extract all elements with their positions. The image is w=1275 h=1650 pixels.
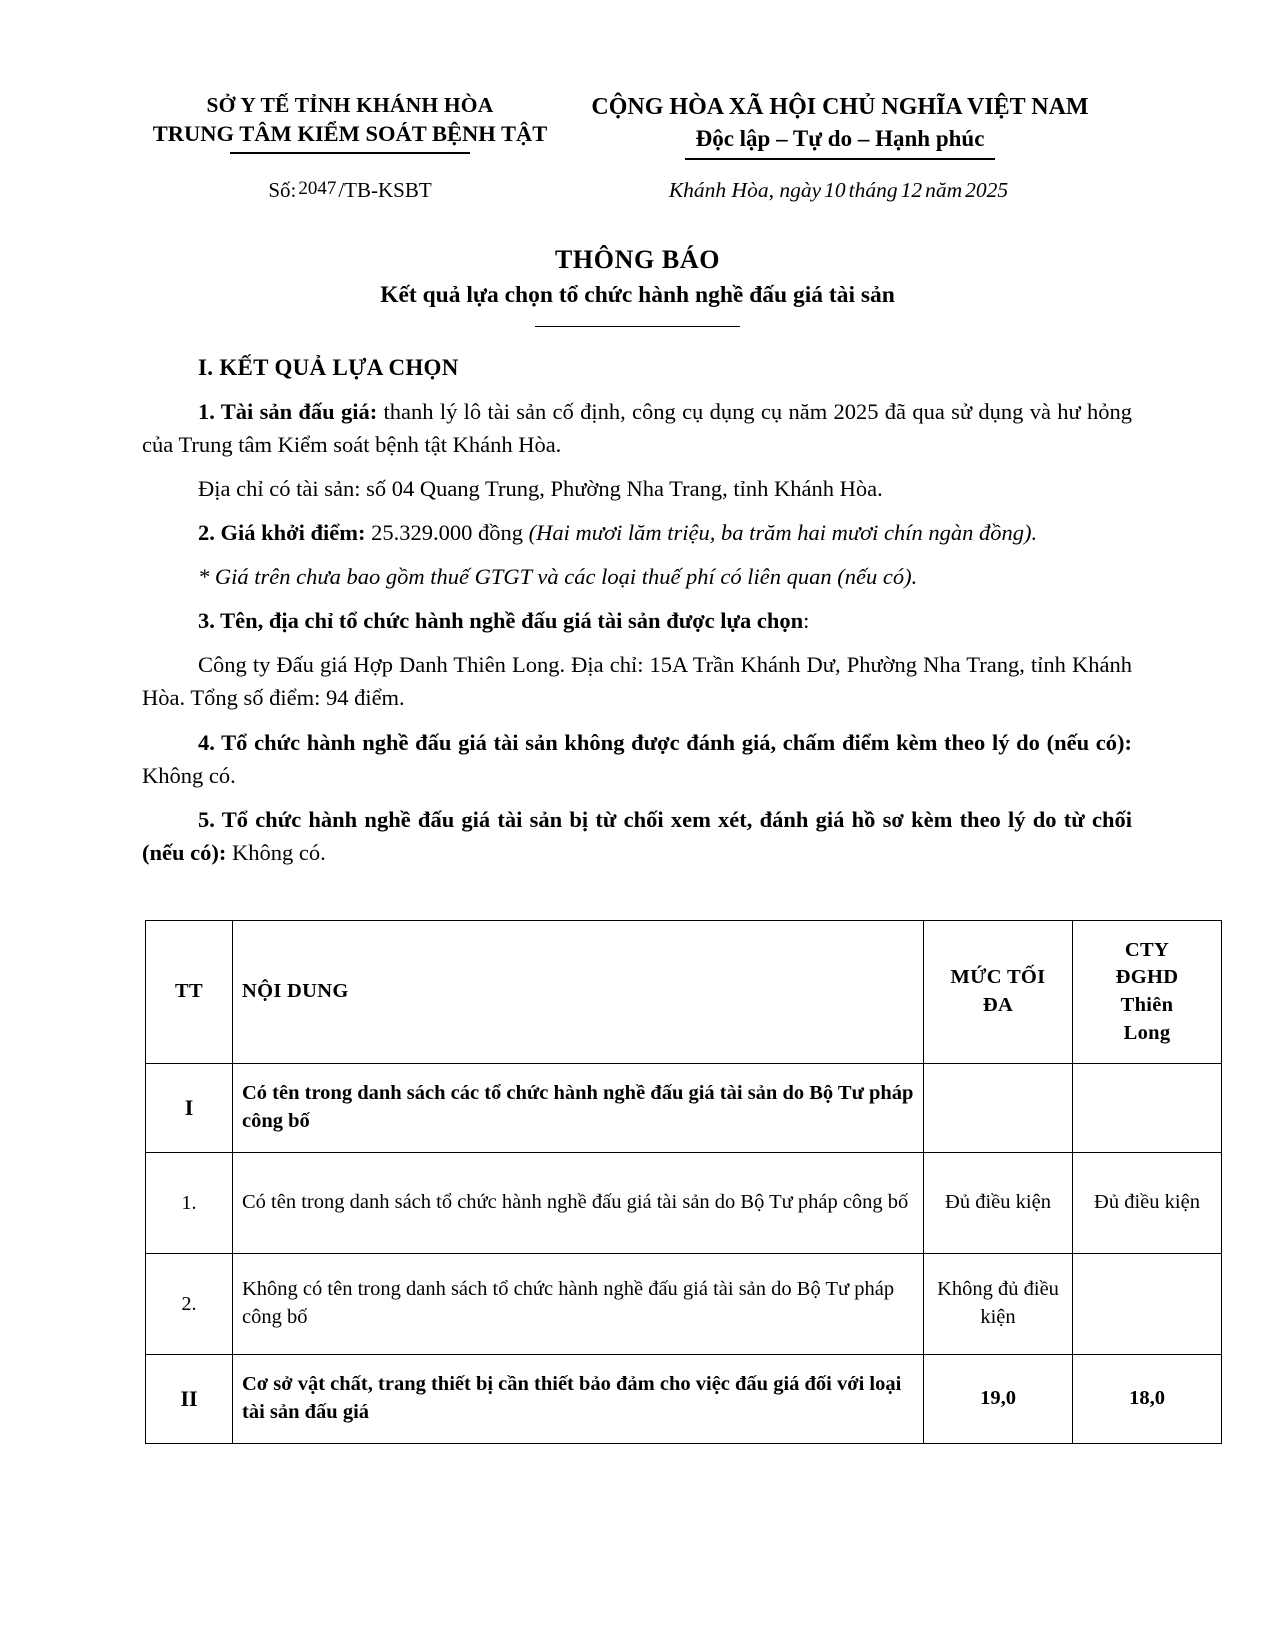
doc-number-value: 2047 <box>298 178 337 199</box>
table-row <box>146 1153 1222 1254</box>
row-tt: 1. <box>146 1153 233 1254</box>
doc-number-suffix: /TB-KSBT <box>338 178 432 202</box>
header-cty-line-1: CTY <box>1124 938 1170 961</box>
row-muc-toi-da: Không đủ điều kiện <box>924 1254 1073 1355</box>
item3-colon: : <box>803 608 810 634</box>
item1-label: 1. Tài sản đấu giá: <box>198 399 378 424</box>
doc-number-label: Số: <box>268 178 297 202</box>
table-header-row <box>146 921 1222 1064</box>
row-cty-value <box>1073 1064 1222 1153</box>
date-month: 12 <box>900 178 923 202</box>
header-cty-line-3: Thiên <box>1120 994 1174 1016</box>
doc-date <box>560 178 1120 203</box>
row-muc-toi-da: 19,0 <box>924 1355 1073 1444</box>
header-cell-tt: TT <box>146 921 233 1064</box>
row-cty-value: Đủ điều kiện <box>1073 1153 1222 1254</box>
item1-address-text: Địa chỉ có tài sản: số 04 Quang Trung, Phường Nha Trang, tỉnh Khánh Hòa. <box>198 476 883 502</box>
table-row <box>146 1355 1222 1444</box>
header-cty-line-4: Long <box>1123 1021 1171 1044</box>
item5-label: 5. Tổ chức hành nghề đấu giá tài sản bị từ chối xem xét, đánh giá hồ sơ kèm theo lý do từ chối (nếu có): <box>142 806 1132 865</box>
section-heading-i: I. KẾT QUẢ LỰA CHỌN <box>198 355 459 380</box>
row-muc-toi-da <box>924 1064 1073 1153</box>
national-heading <box>560 92 1120 160</box>
paragraph-item-1 <box>142 395 1132 461</box>
paragraph-item-4 <box>142 726 1132 792</box>
national-title: CỘNG HÒA XÃ HỘI CHỦ NGHĨA VIỆT NAM <box>591 94 1089 120</box>
item2-text: 25.329.000 đồng <box>365 520 529 546</box>
org-line-department: SỞ Y TẾ TỈNH KHÁNH HÒA <box>206 93 494 117</box>
tax-note-text: * Giá trên chưa bao gồm thuế GTGT và các loại thuế phí có liên quan (nếu có). <box>198 564 918 590</box>
title-divider <box>535 326 740 328</box>
header-cell-cty-dghd <box>1073 921 1222 1064</box>
scoring-table-wrapper <box>145 920 1200 1444</box>
header-cell-muc-toi-da <box>924 921 1073 1064</box>
document-title-block <box>0 243 1275 327</box>
date-year-label: năm <box>925 178 963 202</box>
org-center-label: TRUNG TÂM KIỂM SOÁT BỆNH TẬT <box>152 120 548 146</box>
date-place-label: Khánh Hòa, ngày <box>668 178 822 202</box>
paragraph-item-2 <box>142 516 1132 549</box>
date-year: 2025 <box>965 178 1009 202</box>
date-day: 10 <box>824 178 846 202</box>
table-row <box>146 1064 1222 1153</box>
row-noi-dung: Có tên trong danh sách các tổ chức hành nghề đấu giá tài sản do Bộ Tư pháp công bố <box>233 1064 924 1153</box>
item2-amount-in-words: (Hai mươi lăm triệu, ba trăm hai mươi chín ngàn đồng). <box>528 520 1038 546</box>
item1-text: thanh lý lô tài sản cố định, công cụ dụng cụ năm 2025 đã qua sử dụng và hư hỏng của Trung tâm Kiểm soát bệnh tật Khánh Hòa. <box>142 399 1132 458</box>
item3-label: 3. Tên, địa chỉ tổ chức hành nghề đấu giá tài sản được lựa chọn <box>198 608 804 634</box>
issuing-organization <box>140 92 560 154</box>
row-noi-dung: Không có tên trong danh sách tổ chức hành nghề đấu giá tài sản do Bộ Tư pháp công bố <box>233 1254 924 1355</box>
row-cty-value <box>1073 1254 1222 1355</box>
page-subtitle: Kết quả lựa chọn tổ chức hành nghề đấu giá tài sản <box>380 281 895 308</box>
row-tt: II <box>146 1355 233 1444</box>
header-max-line-2: ĐA <box>982 994 1014 1016</box>
row-tt: I <box>146 1064 233 1153</box>
row-cty-value: 18,0 <box>1073 1355 1222 1444</box>
item2-label: 2. Giá khởi điểm: <box>198 520 366 546</box>
date-month-label: tháng <box>848 178 898 202</box>
item5-text: Không có. <box>226 839 326 865</box>
row-noi-dung: Có tên trong danh sách tổ chức hành nghề đấu giá tài sản do Bộ Tư pháp công bố <box>233 1153 924 1254</box>
page-title: THÔNG BÁO <box>554 245 721 274</box>
letterhead <box>140 92 1135 160</box>
scoring-table <box>145 920 1222 1444</box>
paragraph-item-3 <box>142 604 1132 637</box>
row-muc-toi-da: Đủ điều kiện <box>924 1153 1073 1254</box>
paragraph-item-3-company <box>142 648 1132 714</box>
table-body <box>146 1064 1222 1444</box>
table-head <box>146 921 1222 1064</box>
national-motto <box>685 123 995 160</box>
national-motto-label: Độc lập – Tự do – Hạnh phúc <box>695 126 985 152</box>
org-underline-rule <box>230 152 470 154</box>
doc-number-date-row <box>140 178 1135 203</box>
paragraph-tax-note <box>142 560 1132 593</box>
table-row <box>146 1254 1222 1355</box>
header-cty-line-2: ĐGHD <box>1115 966 1179 989</box>
header-max-line-1: MỨC TỐI <box>950 966 1046 989</box>
document-body <box>142 355 1132 880</box>
doc-number <box>140 178 560 203</box>
item4-text: Không có. <box>142 762 236 788</box>
item4-label: 4. Tổ chức hành nghề đấu giá tài sản không được đánh giá, chấm điểm kèm theo lý do (nếu có): <box>198 729 1132 755</box>
item3-company-text: Công ty Đấu giá Hợp Danh Thiên Long. Địa chỉ: 15A Trần Khánh Dư, Phường Nha Trang, tỉnh Khánh Hòa. Tổng số điểm: 94 điểm. <box>142 652 1132 711</box>
row-tt: 2. <box>146 1254 233 1355</box>
org-line-center <box>153 119 547 154</box>
paragraph-item-1-address <box>142 472 1132 505</box>
row-noi-dung: Cơ sở vật chất, trang thiết bị cần thiết bảo đảm cho việc đấu giá đối với loại tài sản đấu giá <box>233 1355 924 1444</box>
paragraph-item-5 <box>142 803 1132 869</box>
header-cell-noi-dung: NỘI DUNG <box>233 921 924 1064</box>
motto-underline-rule <box>685 158 995 160</box>
